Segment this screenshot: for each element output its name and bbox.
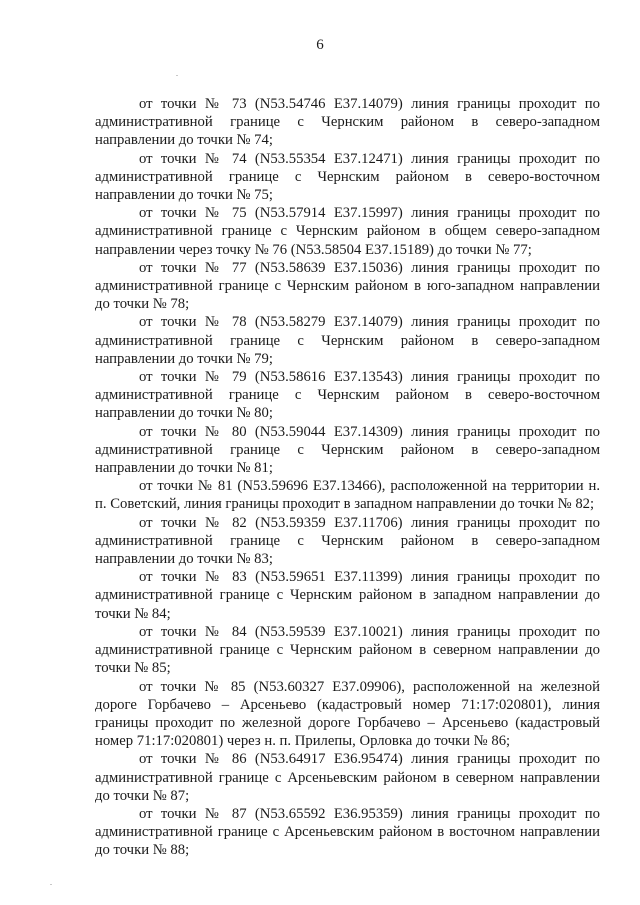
page-number: 6: [316, 37, 324, 53]
paragraph: от точки № 84 (N53.59539 E37.10021) линия границы проходит по административной границе с Чернским районом в северном направлении до точки № 85;: [95, 623, 600, 677]
paragraph: от точки № 75 (N53.57914 E37.15997) линия границы проходит по административной границе с Чернским районом в общем северо-западном направлении через точку № 76 (N53.58504 E37.15189) до точки № 77;: [95, 205, 600, 258]
paragraph: от точки № 74 (N53.55354 E37.12471) линия границы проходит по административной границе с Чернским районом в северо-восточном направлении до точки № 75;: [95, 150, 600, 204]
paragraph: от точки № 87 (N53.65592 E36.95359) линия границы проходит по административной границе с Арсеньевским районом в восточном направлении до точки № 88;: [95, 805, 600, 859]
paragraph: от точки № 77 (N53.58639 E37.15036) линия границы проходит по административной границе с Чернским районом в юго-западном направлении до точки № 78;: [95, 259, 600, 313]
paragraph: от точки № 79 (N53.58616 E37.13543) линия границы проходит по административной границе с Чернским районом в северо-восточном направлении до точки № 80;: [95, 369, 600, 422]
paragraph: от точки № 80 (N53.59044 E37.14309) линия границы проходит по административной границе с Чернским районом в северо-западном направлении до точки № 81;: [95, 423, 600, 477]
paragraph: от точки № 85 (N53.60327 E37.09906), расположенной на железной дороге Горбачево – Арсеньево (кадастровый номер 71:17:020801), линия границы проходит по железной дороге Горбачево – Арсеньево (кадастровый номер 71:17:020801) через н. п. Прилепы, Орловка до точки № 86;: [95, 678, 600, 750]
document-body: [95, 95, 600, 860]
scan-speck: [50, 884, 52, 885]
paragraph: от точки № 73 (N53.54746 E37.14079) линия границы проходит по административной границе с Чернским районом в северо-западном направлении до точки № 74;: [95, 96, 600, 149]
paragraph: от точки № 81 (N53.59696 E37.13466), расположенной на территории н. п. Советский, линия границы проходит в западном направлении до точки № 82;: [95, 478, 600, 513]
paragraph: от точки № 83 (N53.59651 E37.11399) линия границы проходит по административной границе с Чернским районом в западном направлении до точки № 84;: [95, 569, 600, 622]
scan-speck: [176, 75, 178, 76]
paragraph: от точки № 78 (N53.58279 E37.14079) линия границы проходит по административной границе с Чернским районом в северо-западном направлении до точки № 79;: [95, 314, 600, 367]
paragraph: от точки № 86 (N53.64917 E36.95474) линия границы проходит по административной границе с Арсеньевским районом в северном направлении до точки № 87;: [95, 751, 600, 804]
paragraph: от точки № 82 (N53.59359 E37.11706) линия границы проходит по административной границе с Чернским районом в северо-западном направлении до точки № 83;: [95, 514, 600, 568]
